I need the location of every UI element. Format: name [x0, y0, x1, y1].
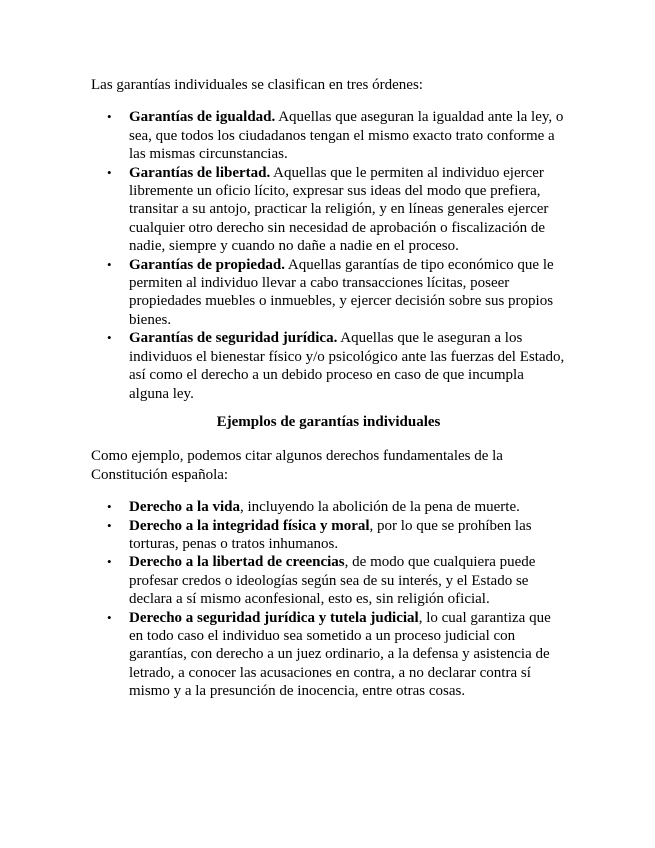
document-page — [91, 76, 566, 701]
list-item — [129, 329, 566, 403]
examples-heading: Ejemplos de garantías individuales — [216, 413, 441, 430]
guarantee-types-list — [91, 108, 566, 403]
list-item — [129, 256, 566, 330]
item-text: Aquellas garantías de tipo económico que le permiten al individuo llevar a cabo transacciones lícitas, poseer propiedades muebles o inmuebles, y ejercer decisión sobre sus propios bienes. — [129, 256, 554, 328]
list-item — [129, 517, 566, 554]
list-item — [129, 498, 566, 516]
item-term: Derecho a la integridad física y moral — [129, 517, 370, 534]
list-item — [129, 553, 566, 608]
examples-list — [91, 498, 566, 700]
item-term: Garantías de libertad. — [129, 164, 271, 181]
item-text: Aquellas que aseguran la igualdad ante la ley, o sea, que todos los ciudadanos tengan el mismo exacto trato conforme a las mismas circunstancias. — [129, 109, 564, 163]
examples-intro-paragraph: Como ejemplo, podemos citar algunos derechos fundamentales de la Constitución española: — [91, 448, 503, 483]
item-term: Derecho a la libertad de creencias — [129, 554, 345, 571]
list-item — [129, 164, 566, 256]
item-term: Garantías de igualdad. — [129, 109, 276, 126]
list-item — [129, 108, 566, 163]
intro-paragraph: Las garantías individuales se clasifican en tres órdenes: — [91, 77, 423, 93]
item-term: Garantías de propiedad. — [129, 256, 285, 273]
item-text: Aquellas que le permiten al individuo ejercer libremente un oficio lícito, expresar sus ideas del modo que prefiera, transitar a su antojo, practicar la religión, y en líneas generales ejercer cualquier otro derecho sin necesidad de aprobación o fiscalización de nadie, siempre y cuando no dañe a nadie en el proceso. — [129, 164, 549, 255]
item-text: , de modo que cualquiera puede profesar credos o ideologías según sea de su interés, y el Estado se declara a sí mismo aconfesional, esto es, sin religión oficial. — [129, 554, 536, 608]
item-term: Derecho a seguridad jurídica y tutela judicial — [129, 609, 419, 626]
item-text: , lo cual garantiza que en todo caso el individuo sea sometido a un proceso judicial con garantías, con derecho a un juez ordinario, a la defensa y asistencia de letrado, a conocer las acusaciones en contra, a no declarar contra sí mismo y a la presunción de inocencia, entre otras cosas. — [129, 609, 551, 700]
item-term: Garantías de seguridad jurídica. — [129, 330, 338, 347]
item-term: Derecho a la vida — [129, 499, 240, 516]
list-item — [129, 609, 566, 701]
item-text: , incluyendo la abolición de la pena de muerte. — [239, 499, 520, 516]
item-text: Aquellas que le aseguran a los individuos el bienestar físico y/o psicológico ante las fuerzas del Estado, así como el derecho a un debido proceso en caso de que incumpla alguna ley. — [129, 330, 565, 402]
item-text: , por lo que se prohíben las torturas, penas o tratos inhumanos. — [129, 517, 532, 552]
